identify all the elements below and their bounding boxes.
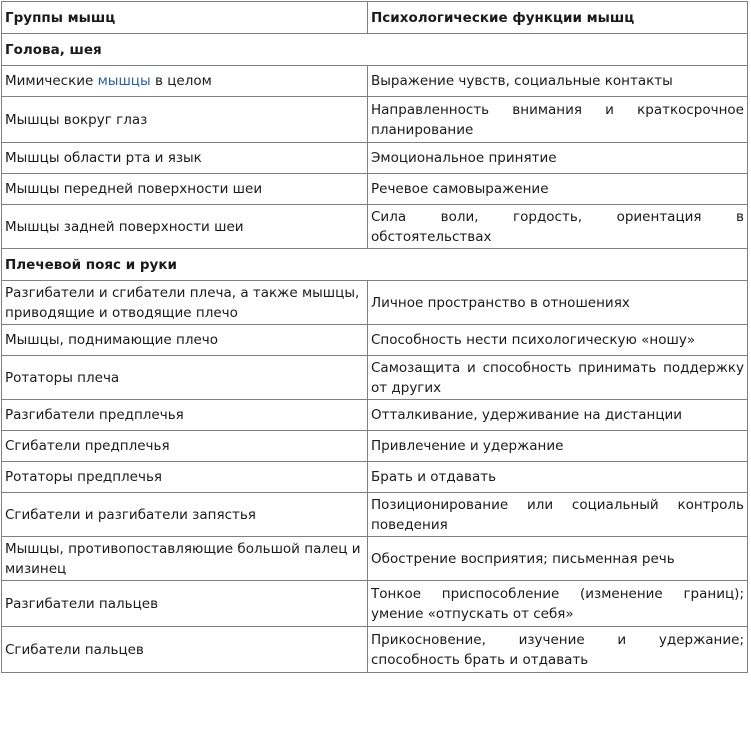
muscle-group-cell: Разгибатели и сгибатели плеча, а также мышцы, приводящие и отводящие плечо <box>2 281 368 325</box>
muscle-group-cell: Мышцы задней поверхности шеи <box>2 205 368 249</box>
table-row <box>2 174 748 205</box>
table-header-row <box>2 2 748 34</box>
section-row-shoulders-arms <box>2 249 748 281</box>
muscles-link[interactable]: мышцы <box>97 73 151 89</box>
function-cell: Тонкое приспособление (изменение границ); умение «отпускать от себя» <box>368 581 748 627</box>
section-title: Голова, шея <box>2 34 748 66</box>
muscle-group-cell: Мышцы, противопоставляющие большой палец и мизинец <box>2 537 368 581</box>
muscle-group-cell <box>2 66 368 97</box>
muscle-group-cell: Сгибатели предплечья <box>2 431 368 462</box>
table-row <box>2 537 748 581</box>
muscle-group-cell: Мышцы передней поверхности шеи <box>2 174 368 205</box>
function-cell: Брать и отдавать <box>368 462 748 493</box>
function-cell: Привлечение и удержание <box>368 431 748 462</box>
table-row <box>2 581 748 627</box>
function-cell: Направленность внимания и краткосрочное планирование <box>368 97 748 143</box>
muscle-functions-table <box>1 1 748 673</box>
section-title: Плечевой пояс и руки <box>2 249 748 281</box>
muscle-group-cell: Мышцы вокруг глаз <box>2 97 368 143</box>
muscle-group-cell: Ротаторы предплечья <box>2 462 368 493</box>
muscle-group-cell: Мышцы, поднимающие плечо <box>2 325 368 356</box>
function-cell: Сила воли, гордость, ориентация в обстоятельствах <box>368 205 748 249</box>
table-row <box>2 462 748 493</box>
header-muscle-groups: Группы мышц <box>2 2 368 34</box>
muscle-group-cell: Сгибатели и разгибатели запястья <box>2 493 368 537</box>
function-cell: Речевое самовыражение <box>368 174 748 205</box>
table-row <box>2 493 748 537</box>
table-row <box>2 281 748 325</box>
muscle-group-cell: Мышцы области рта и язык <box>2 143 368 174</box>
muscle-group-cell: Разгибатели предплечья <box>2 400 368 431</box>
table-row <box>2 97 748 143</box>
header-psychological-functions: Психологические функции мышц <box>368 2 748 34</box>
function-cell: Прикосновение, изучение и удержание; способность брать и отдавать <box>368 627 748 673</box>
table-row <box>2 431 748 462</box>
table-row <box>2 205 748 249</box>
table-row <box>2 66 748 97</box>
muscle-group-cell: Разгибатели пальцев <box>2 581 368 627</box>
function-cell: Самозащита и способность принимать поддержку от других <box>368 356 748 400</box>
function-cell: Способность нести психологическую «ношу» <box>368 325 748 356</box>
function-cell: Выражение чувств, социальные контакты <box>368 66 748 97</box>
muscle-group-cell: Сгибатели пальцев <box>2 627 368 673</box>
function-cell: Позиционирование или социальный контроль поведения <box>368 493 748 537</box>
table-row <box>2 400 748 431</box>
function-cell: Эмоциональное принятие <box>368 143 748 174</box>
table-row <box>2 143 748 174</box>
function-cell: Личное пространство в отношениях <box>368 281 748 325</box>
section-row-head-neck <box>2 34 748 66</box>
muscle-group-text: в целом <box>150 73 212 89</box>
table-row <box>2 356 748 400</box>
table-row <box>2 627 748 673</box>
table-row <box>2 325 748 356</box>
muscle-group-text: Мимические <box>5 73 98 89</box>
function-cell: Обострение восприятия; письменная речь <box>368 537 748 581</box>
function-cell: Отталкивание, удерживание на дистанции <box>368 400 748 431</box>
muscle-group-cell: Ротаторы плеча <box>2 356 368 400</box>
